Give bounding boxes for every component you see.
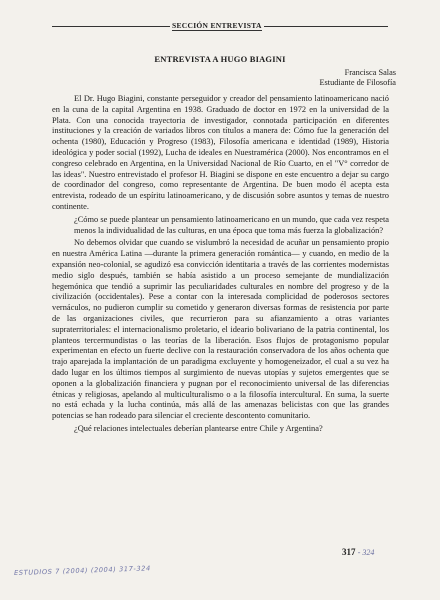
author-block: [319, 68, 396, 88]
header-rule-right: [264, 26, 388, 27]
handwritten-annotation: ESTUDIOS 7 (2004) (2004) 317-324: [13, 564, 151, 578]
intro-paragraph: El Dr. Hugo Biagini, constante perseguidor y creador del pensamiento latinoamericano nació en la cuna de la capital Argentina en 1938. Graduado de doctor en 1972 en la universidad de la Plata. Con una conocida trayectoria de investigador, connotada participación en diferentes instituciones y la creación de variados libros con títulos a manera de: Cómo fue la generación del ochenta (1980), Educación y Progreso (1983), Filosofía americana e identidad (1989), Historia ideológica y poder social (1992), Lucha de ideales en Nuestramérica (2000). Nos encontramos en el congreso celebrado en Argentina, en la Universidad Nacional de Río Cuarto, en el "V° corredor de las ideas". Nuestro entrevistado el profesor H. Biagini se dispone en este encuentro a dejar su cargo de coordinador del congreso, como representante de Argentina. De buen modo él acepta esta entrevista, rodeado de un espíritu latinoamericano, y de discusión sobre asuntos y temas de nuestro continente.: [52, 94, 389, 211]
author-name: Francisca Salas: [344, 68, 396, 77]
page-number-printed: 317: [342, 547, 356, 557]
article-title: ENTREVISTA A HUGO BIAGINI: [154, 54, 286, 64]
interview-question-1: ¿Cómo se puede plantear un pensamiento latinoamericano en un mundo, que cada vez respeta menos la individualidad de las culturas, en una época que toma más fuerza la globalización?: [74, 214, 389, 235]
header-rule-left: [52, 26, 170, 27]
page-number-handwritten: - 324: [357, 548, 375, 557]
interview-answer-1: No debemos olvidar que cuando se vislumbró la necesidad de acuñar un pensamiento propio en nuestra América Latina —durante la primera generación romántica— y cuando, en medio de la expansión neo-colonial, se agudizó esa convicción identitaria a través de las corrientes modernistas medio siglo después, también se había asistido a un proceso semejante de mundialización hegemónica que tendió a suprimir las peculiaridades culturales en nombre del progreso y de la civilización (occidentales). Pese a contar con la interesada complicidad de poderosos sectores vernáculos, no pudieron cumplir su cometido y generaron diversas formas de resistencia por parte de las organizaciones civiles, que recurrieron para su afianzamiento a otras variantes supraterritoriales: el internacionalismo proletario, el ideario bolivariano de la patria continental, los planteos tercermundistas o las teorías de la liberación. Esos flujos de protagonismo popular experimentan en efecto un fuerte declive con la restauración conservadora de los años ochenta que trajo aparejada la implantación de un paradigma excluyente y homogeneizador, el cual a su vez ha dado lugar en los últimos tiempos al surgimiento de nuevas utopías y sujetos emergentes que se oponen a la globalización financiera y pugnan por el reconocimiento universal de las diferencias étnicas y religiosas, apelando al multiculturalismo o a la filosofía intercultural. En suma, la suerte no está echada y la lucha continúa, más allá de las amenazas belicistas con que las grandes potencias se han rodeado para silenciar el creciente descontento comunitario.: [52, 238, 389, 421]
interview-question-2: ¿Qué relaciones intelectuales deberían plantearse entre Chile y Argentina?: [74, 423, 323, 433]
section-label: SECCIÓN ENTREVISTA: [172, 21, 262, 30]
section-header: [52, 20, 388, 32]
author-role: Estudiante de Filosofía: [319, 78, 396, 87]
page-number: [342, 547, 374, 557]
article-body: [52, 94, 389, 435]
